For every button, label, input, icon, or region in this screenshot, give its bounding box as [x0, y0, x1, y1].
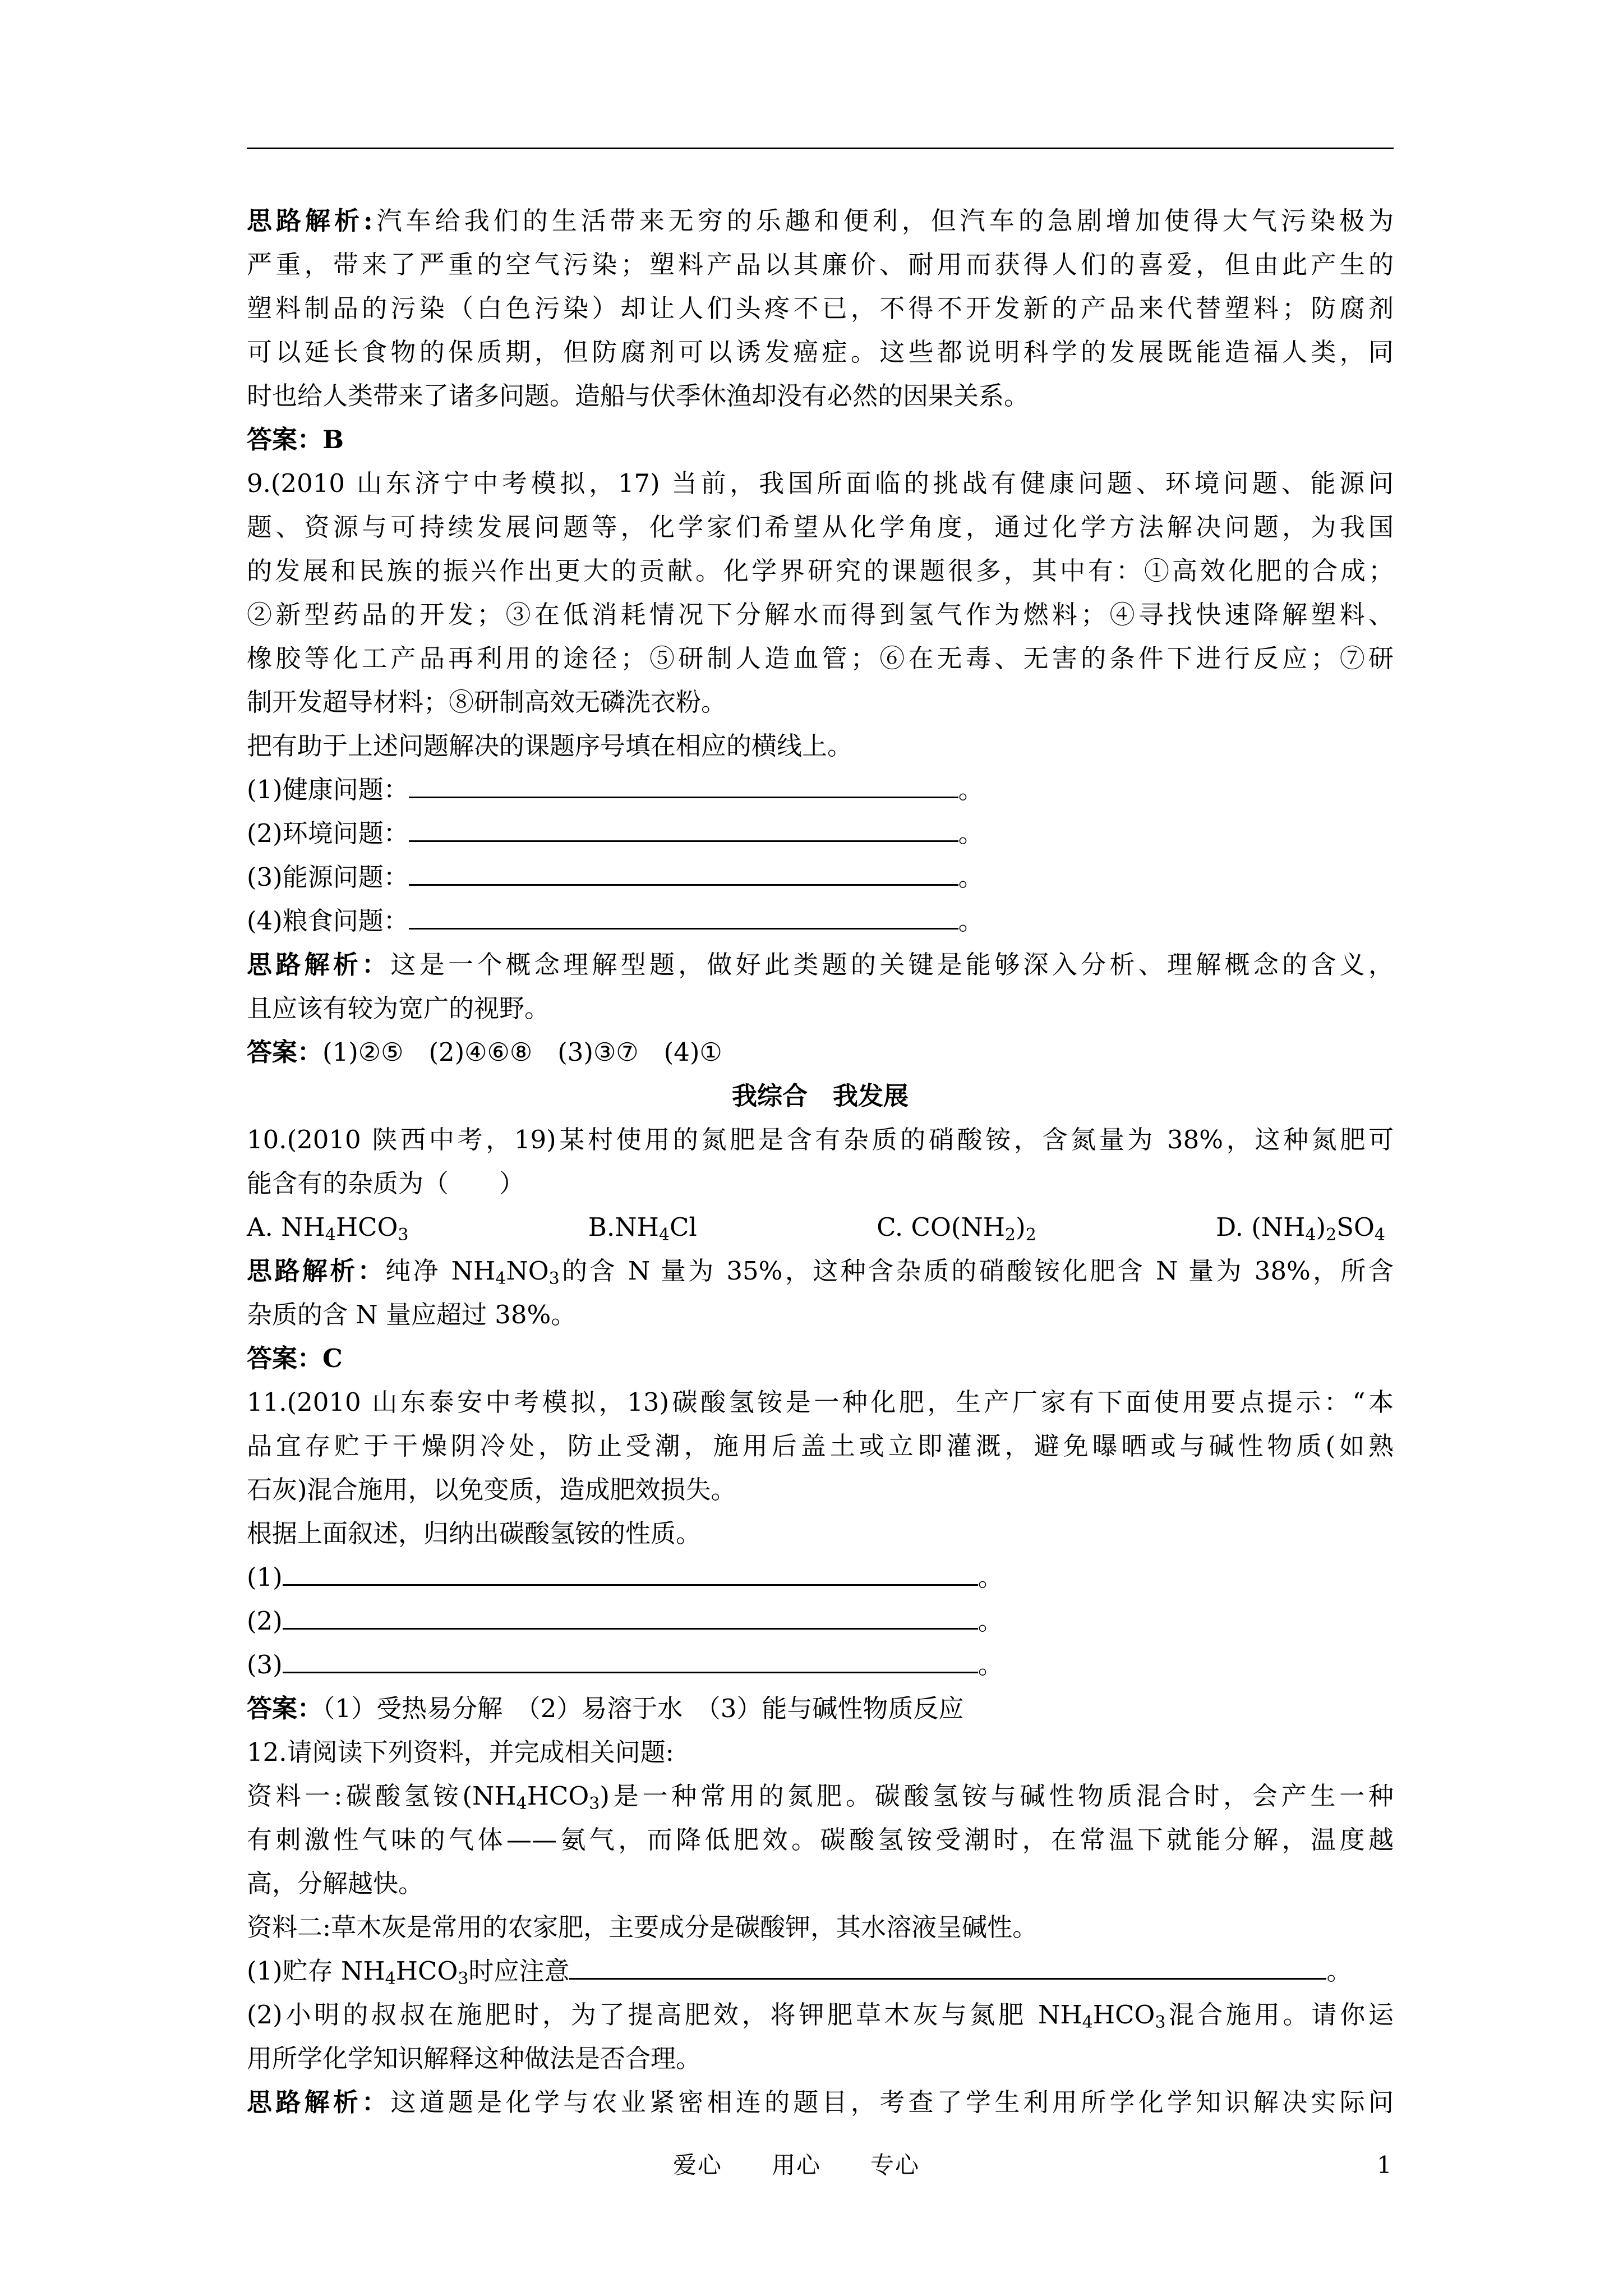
- answer-blank[interactable]: [283, 1605, 978, 1630]
- analysis-label: 思路解析：: [247, 1256, 386, 1286]
- answer-blank[interactable]: [409, 862, 958, 886]
- option-c[interactable]: C. $CO(NH_2)_2$: [877, 1212, 1036, 1245]
- answer-blank[interactable]: [283, 1649, 978, 1673]
- q9-blank-row: (2)环境问题： 。: [247, 818, 984, 848]
- answer-blank[interactable]: [409, 774, 958, 798]
- q10-analysis-line: 杂质的含 N 量应超过 38%。: [247, 1300, 577, 1329]
- q9-stem-line: ②新型药品的开发；③在低消耗情况下分解水而得到氢气作为燃料；④寻找快速降解塑料、: [247, 600, 1394, 629]
- q11-blank-row: (3) 。: [247, 1650, 1003, 1680]
- analysis-label: 思路解析:: [247, 206, 373, 236]
- answer-blank[interactable]: [569, 1955, 1326, 1980]
- q11-blank-row: (1) 。: [247, 1562, 1003, 1592]
- q11-stem-line: 11.(2010 山东泰安中考模拟，13)碳酸氢铵是一种化肥，生产厂家有下面使用要点提示：“本: [247, 1387, 1394, 1417]
- q9-stem-line: 制开发超导材料；⑧研制高效无磷洗衣粉。: [247, 687, 727, 717]
- document-body: [247, 199, 1394, 2124]
- q8-answer: 答案：B: [247, 425, 344, 454]
- q11-instruction: 根据上面叙述，归纳出碳酸氢铵的性质。: [247, 1519, 702, 1548]
- q9-stem-line: 9.(2010 山东济宁中考模拟，17) 当前，我国所面临的挑战有健康问题、环境问题、能源问: [247, 468, 1394, 498]
- section-title: 我综合 我发展: [731, 1081, 909, 1111]
- q9-analysis-line: 且应该有较为宽广的视野。: [247, 993, 550, 1023]
- answer-blank[interactable]: [283, 1562, 978, 1586]
- q8-analysis-line: 塑料制品的污染（白色污染）却让人们头疼不已，不得不开发新的产品来代替塑料；防腐剂: [247, 293, 1394, 323]
- q9-analysis-line: 思路解析：这是一个概念理解型题，做好此类题的关键是能够深入分析、理解概念的含义，: [247, 950, 1394, 979]
- q12-title: 12.请阅读下列资料，并完成相关问题:: [247, 1737, 674, 1767]
- q10-options: [247, 1205, 1385, 1249]
- header-rule: [247, 148, 1394, 149]
- q12-analysis-line: 思路解析：这道题是化学与农业紧密相连的题目，考查了学生利用所学化学知识解决实际问: [247, 2087, 1394, 2117]
- q12-material-two: 资料二:草木灰是常用的农家肥，主要成分是碳酸钾，其水溶液呈碱性。: [247, 1912, 1038, 1942]
- q11-stem-line: 品宜存贮于干燥阴冷处，防止受潮，施用后盖土或立即灌溉，避免曝晒或与碱性物质(如熟: [247, 1431, 1394, 1461]
- q10-stem-line: 10.(2010 陕西中考，19)某村使用的氮肥是含有杂质的硝酸铵，含氮量为 38%，这种氮肥可: [247, 1125, 1394, 1154]
- q9-blank-row: (1)健康问题： 。: [247, 775, 984, 804]
- q11-answer: 答案：（1）受热易分解 （2）易溶于水 （3）能与碱性物质反应: [247, 1694, 964, 1723]
- q8-analysis-line: 思路解析:汽车给我们的生活带来无穷的乐趣和便利，但汽车的急剧增加使得大气污染极为: [247, 206, 1394, 236]
- page-number: 1: [1377, 2151, 1392, 2179]
- analysis-label: 思路解析：: [247, 2087, 391, 2117]
- q8-analysis-line: 时也给人类带来了诸多问题。造船与伏季休渔却没有必然的因果关系。: [247, 381, 1030, 411]
- q8-analysis-line: 可以延长食物的保质期，但防腐剂可以诱发癌症。这些都说明科学的发展既能造福人类，同: [247, 337, 1394, 367]
- q9-answer: 答案：(1)②⑤ (2)④⑥⑧ (3)③⑦ (4)①: [247, 1037, 722, 1067]
- q12-material-one: 高，分解越快。: [247, 1869, 424, 1898]
- footer-text: 爱心 用心 专心: [673, 2151, 920, 2179]
- analysis-label: 思路解析：: [247, 950, 391, 979]
- option-b[interactable]: $B.NH_4Cl$: [588, 1212, 697, 1245]
- q8-analysis-line: 严重，带来了严重的空气污染；塑料产品以其廉价、耐用而获得人们的喜爱，但由此产生的: [247, 250, 1394, 279]
- q12-part-two: (2)小明的叔叔在施肥时，为了提高肥效，将钾肥草木灰与氮肥 $NH_4HCO_3$混合施用。请你运: [247, 2000, 1394, 2032]
- q12-material-one: 有刺激性气味的气体——氨气，而降低肥效。碳酸氢铵受潮时，在常温下就能分解，温度越: [247, 1825, 1394, 1855]
- q10-analysis-line: 思路解析：纯净 $NH_4NO_3$的含 N 量为 35%，这种含杂质的硝酸铵化肥含 N 量为 38%，所含: [247, 1256, 1394, 1289]
- q9-blank-row: (3)能源问题： 。: [247, 862, 984, 892]
- answer-blank[interactable]: [409, 905, 958, 930]
- q11-stem-line: 石灰)混合施用，以免变质，造成肥效损失。: [247, 1475, 736, 1504]
- q9-stem-line: 题、资源与可持续发展问题等，化学家们希望从化学角度，通过化学方法解决问题，为我国: [247, 512, 1394, 542]
- q9-blank-row: (4)粮食问题： 。: [247, 906, 984, 936]
- q10-answer: 答案：C: [247, 1343, 343, 1373]
- answer-blank[interactable]: [409, 818, 958, 842]
- q9-stem-line: 的发展和民族的振兴作出更大的贡献。化学界研究的课题很多，其中有：①高效化肥的合成；: [247, 556, 1394, 586]
- q10-stem-line: 能含有的杂质为（ ）: [247, 1168, 525, 1198]
- option-a[interactable]: A. $NH_4HCO_3$: [247, 1212, 409, 1245]
- q12-material-one: 资料一:碳酸氢铵$(NH_4HCO_3)$是一种常用的氮肥。碳酸氢铵与碱性物质混合时，会产生一种: [247, 1781, 1394, 1814]
- q12-part-one: (1)贮存 $NH_4HCO_3$时应注意 。: [247, 1956, 1352, 1989]
- option-d[interactable]: D. $(NH_4)_2SO_4$: [1216, 1212, 1385, 1245]
- q9-stem-line: 橡胶等化工产品再利用的途径；⑤研制人造血管；⑥在无毒、无害的条件下进行反应；⑦研: [247, 643, 1394, 673]
- q11-blank-row: (2) 。: [247, 1606, 1003, 1636]
- q12-part-two: 用所学化学知识解释这种做法是否合理。: [247, 2044, 702, 2073]
- q9-instruction: 把有助于上述问题解决的课题序号填在相应的横线上。: [247, 731, 853, 761]
